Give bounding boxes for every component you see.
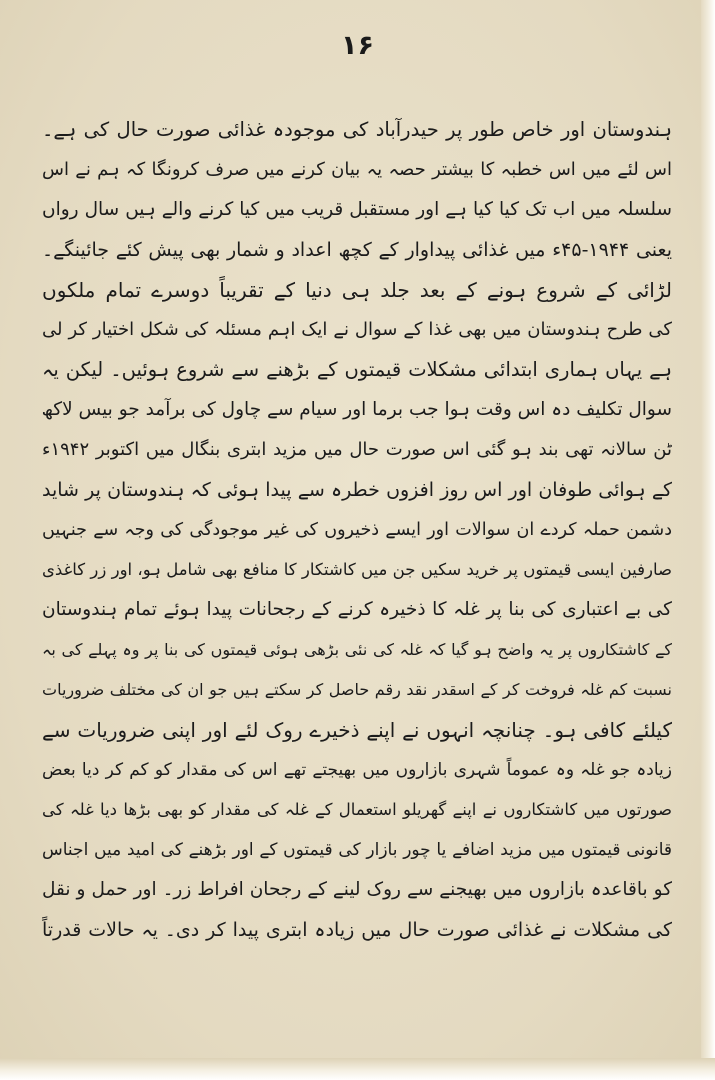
text-line: کے ہوائی طوفان اور اس روز افزوں خطرہ سے پیدا ہوئی کہ ہندوستان پر شاید (42, 479, 672, 501)
text-line: ہے یہاں ہماری ابتدائی مشکلات قیمتوں کے بڑھنے سے شروع ہوئیں۔ لیکن یہ (42, 358, 672, 381)
text-line: ہندوستان اور خاص طور پر حیدرآباد کی موجودہ غذائی صورت حال کی ہے۔ (42, 118, 672, 141)
text-line: کی بے اعتباری کی بنا پر غلہ کا ذخیرہ کرنے کے رجحانات پیدا ہوئے تمام ہندوستان (42, 599, 672, 620)
text-line: صارفین ایسی قیمتوں پر خرید سکیں جن میں کاشتکار کا منافع بھی شامل ہو، اور زر کاغذی (42, 560, 672, 579)
text-line: سلسلہ میں اب تک کیا کیا ہے اور مستقبل قریب میں کیا کرنے والے ہیں سال رواں (42, 199, 672, 220)
text-line: زیادہ جو غلہ وہ عموماً شہری بازاروں میں بھیجتے تھے اس کی مقدار کو کم کر دیا بعض (42, 760, 672, 780)
text-line: کیلئے کافی ہو۔ چنانچہ انہوں نے اپنے ذخیرے روک لئے اور اپنی ضروریات سے (42, 718, 672, 742)
page-right-edge (701, 0, 715, 1080)
body-text (42, 110, 672, 950)
text-line: دشمن حملہ کردے ان سوالات اور ایسے ذخیروں کی غیر موجودگی کی وجہ سے جنہیں (42, 520, 672, 540)
text-line: کے کاشتکاروں پر یہ واضح ہو گیا کہ غلہ کی نئی بڑھی ہوئی قیمتوں کی بنا پر وہ پہلے کی بہ (42, 640, 672, 659)
text-line: کی طرح ہندوستان میں بھی غذا کے سوال نے ایک اہم مسئلہ کی شکل اختیار کر لی (42, 319, 672, 340)
text-line: ٹن سالانہ تھی بند ہو گئی اس صورت حال میں مزید ابتری بنگال میں اکتوبر ۱۹۴۲ء (42, 439, 672, 460)
text-line: کی مشکلات نے غذائی صورت حال میں زیادہ ابتری پیدا کر دی۔ یہ حالات قدرتاً (42, 919, 672, 941)
text-line: نسبت کم غلہ فروخت کر کے اسقدر نقد رقم حاصل کر سکتے ہیں جو ان کی مختلف ضروریات (42, 680, 672, 699)
text-line: لڑائی کے شروع ہونے کے بعد جلد ہی دنیا کے تقریباً دوسرے تمام ملکوں (42, 278, 672, 302)
text-line: کو باقاعدہ بازاروں میں بھیجنے سے روک لینے کے رجحان افراط زر۔ اور حمل و نقل (42, 879, 672, 900)
text-line: اس لئے میں اس خطبہ کا بیشتر حصہ یہ بیان کرنے میں صرف کرونگا کہ ہم نے اس (42, 159, 672, 180)
page-bottom-edge (0, 1058, 715, 1080)
text-line: صورتوں میں کاشتکاروں نے اپنے گھریلو استعمال کے غلہ کی مقدار کو بھی بڑھا دیا غلہ کی (42, 800, 672, 819)
text-line: سوال تکلیف دہ اس وقت ہوا جب برما اور سیام سے چاول کی برآمد جو بیس لاکھ (42, 399, 672, 420)
text-line: قانونی قیمتوں میں مزید اضافے یا چور بازار کی قیمتوں کے اور بڑھنے کی امید میں اجناس (42, 840, 672, 860)
text-line: یعنی ۱۹۴۴-۴۵ء میں غذائی پیداوار کے کچھ اعداد و شمار بھی پیش کئے جائینگے۔ (42, 239, 672, 261)
page-number: ۱۶ (341, 30, 374, 61)
